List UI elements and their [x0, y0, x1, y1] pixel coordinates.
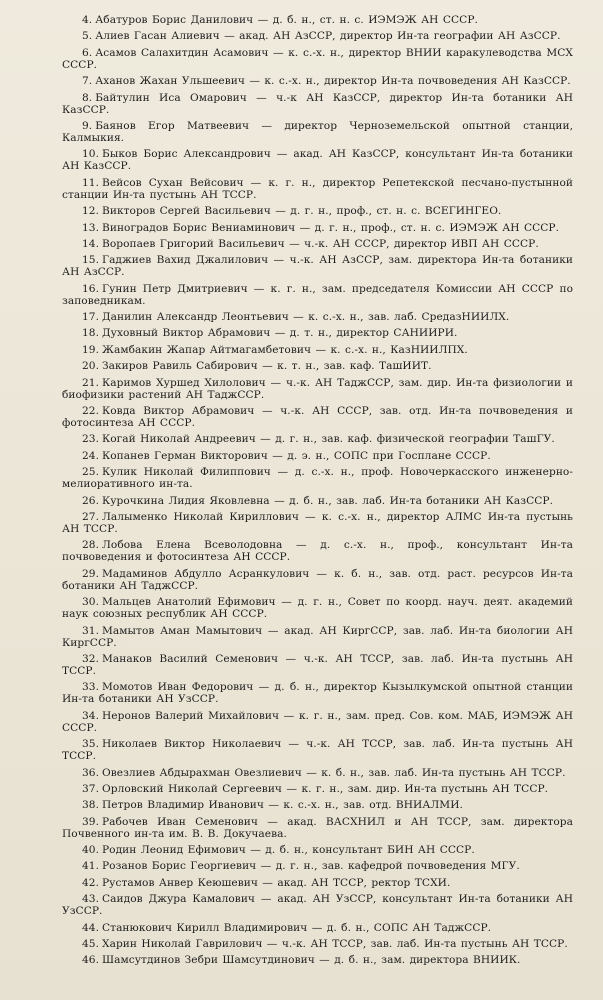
entry-number: 38.: [82, 799, 99, 812]
list-item: [62, 495, 573, 507]
entry-number: 32.: [82, 652, 99, 665]
list-item: [62, 799, 573, 811]
entry-text: Курочкина Лидия Яковлевна — д. б. н., зав. лаб. Ин-та ботаники АН КазССР.: [102, 494, 554, 507]
list-item: [62, 405, 573, 429]
entry-number: 18.: [82, 327, 99, 340]
list-item: [62, 344, 573, 356]
entry-text: Гаджиев Вахид Джалилович — ч.-к. АН АзССР, зам. директора Ин-та ботаники АН АзССР.: [62, 254, 573, 279]
list-item: [62, 360, 573, 372]
list-item: [62, 938, 573, 950]
entry-text: Виноградов Борис Вениаминович — д. г. н., проф., ст. н. с. ИЭМЭЖ АН СССР.: [102, 221, 560, 234]
list-item: [62, 222, 573, 234]
list-item: [62, 783, 573, 795]
list-item: [62, 433, 573, 445]
entry-number: 37.: [82, 782, 99, 795]
list-item: [62, 596, 573, 620]
list-item: [62, 238, 573, 250]
entry-number: 14.: [82, 237, 99, 250]
entry-text: Мальцев Анатолий Ефимович — д. г. н., Совет по коорд. науч. деят. академий наук союзных республик АН СССР.: [62, 596, 573, 621]
list-item: [62, 954, 573, 966]
entry-number: 11.: [82, 176, 99, 189]
list-item: [62, 539, 573, 563]
entry-text: Жамбакин Жапар Айтмагамбетович — к. с.-х. н., КазНИИЛПХ.: [102, 343, 468, 356]
entry-number: 4.: [82, 14, 93, 26]
entry-text: Рустамов Анвер Кеюшевич — акад. АН ТССР, ректор ТСХИ.: [102, 876, 451, 889]
entry-number: 29.: [82, 567, 99, 580]
entry-number: 10.: [82, 148, 99, 161]
entry-text: Харин Николай Гаврилович — ч.-к. АН ТССР, зав. лаб. Ин-та пустынь АН ТССР.: [102, 938, 568, 951]
entry-number: 25.: [82, 466, 99, 479]
entry-number: 5.: [82, 30, 93, 43]
entry-text: Саидов Джура Камалович — акад. АН УзССР, консультант Ин-та ботаники АН УзССР.: [62, 893, 573, 918]
entry-text: Аханов Жахан Ульшеевич — к. с.-х. н., директор Ин-та почвоведения АН КазССР.: [95, 75, 571, 88]
list-item: [62, 75, 573, 87]
list-item: [62, 283, 573, 307]
list-item: [62, 922, 573, 934]
entry-number: 28.: [82, 539, 99, 552]
entry-number: 36.: [82, 766, 99, 779]
list-item: [62, 681, 573, 705]
entry-number: 9.: [82, 119, 93, 132]
entry-number: 41.: [82, 860, 99, 873]
entry-text: Момотов Иван Федорович — д. б. н., директор Кызылкумской опытной станции Ин-та ботаники АН УзССР.: [62, 681, 573, 706]
list-item: [62, 710, 573, 734]
entry-text: Станюкович Кирилл Владимирович — д. б. н., СОПС АН ТаджССР.: [102, 921, 492, 934]
entry-number: 42.: [82, 876, 99, 889]
entry-number: 39.: [82, 815, 99, 828]
list-item: [62, 205, 573, 217]
entry-text: Данилин Александр Леонтьевич — к. с.-х. н., зав. лаб. СредазНИИЛХ.: [102, 311, 510, 324]
entry-number: 31.: [82, 624, 99, 637]
entry-number: 20.: [82, 360, 99, 373]
list-item: [62, 450, 573, 462]
entry-number: 27.: [82, 510, 99, 523]
entry-text: Манаков Василий Семенович — ч.-к. АН ТССР, зав. лаб. Ин-та пустынь АН ТССР.: [62, 652, 573, 677]
entry-text: Гунин Петр Дмитриевич — к. г. н., зам. председателя Комиссии АН СССР по заповедникам.: [62, 282, 573, 307]
entry-number: 21.: [82, 376, 99, 389]
entry-text: Мамытов Аман Мамытович — акад. АН КиргССР, зав. лаб. Ин-та биологии АН КиргССР.: [62, 624, 573, 649]
entry-number: 13.: [82, 221, 99, 234]
list-item: [62, 844, 573, 856]
list-item: [62, 816, 573, 840]
entry-text: Каримов Хуршед Хилолович — ч.-к. АН ТаджССР, зам. дир. Ин-та физиологии и биофизики растений АН ТаджССР.: [62, 376, 573, 401]
entry-text: Неронов Валерий Михайлович — к. г. н., зам. пред. Сов. ком. МАБ, ИЭМЭЖ АН СССР.: [62, 709, 573, 734]
entry-number: 24.: [82, 449, 99, 462]
list-item: [62, 466, 573, 490]
entry-text: Копанев Герман Викторович — д. э. н., СОПС при Госплане СССР.: [102, 449, 491, 462]
entry-text: Баянов Егор Матвеевич — директор Черноземельской опытной станции, Калмыкия.: [62, 119, 573, 144]
entry-number: 15.: [82, 254, 99, 267]
entry-text: Байтулин Иса Омарович — ч.-к АН КазССР, директор Ин-та ботаники АН КазССР.: [62, 91, 573, 116]
list-item: [62, 877, 573, 889]
list-item: [62, 625, 573, 649]
entry-text: Кулик Николай Филиппович — д. с.-х. н., проф. Новочеркасского инженерно-мелиоративного ин-та.: [62, 466, 573, 491]
entry-text: Лобова Елена Всеволодовна — д. с.-х. н., проф., консультант Ин-та почвоведения и фотосинтеза АН СССР.: [62, 539, 573, 564]
entry-number: 22.: [82, 405, 99, 418]
entry-number: 16.: [82, 282, 99, 295]
list-item: [62, 767, 573, 779]
entry-text: Мадаминов Абдулло Асранкулович — к. б. н., зав. отд. раст. ресурсов Ин-та ботаники АН ТаджССР.: [62, 567, 573, 592]
entry-text: Николаев Виктор Николаевич — ч.-к. АН ТССР, зав. лаб. Ин-та пустынь АН ТССР.: [62, 738, 573, 763]
entry-text: Воропаев Григорий Васильевич — ч.-к. АН СССР, директор ИВП АН СССР.: [102, 237, 539, 250]
list-item: [62, 177, 573, 201]
entry-number: 43.: [82, 893, 99, 906]
entry-number: 8.: [82, 91, 93, 104]
list-item: [62, 120, 573, 144]
entry-text: Асамов Салахитдин Асамович — к. с.-х. н., директор ВНИИ каракулеводства МСХ СССР.: [62, 46, 573, 71]
entry-number: 23.: [82, 433, 99, 446]
list-item: [62, 653, 573, 677]
list-item: [62, 377, 573, 401]
entry-text: Викторов Сергей Васильевич — д. г. н., проф., ст. н. с. ВСЕГИНГЕО.: [102, 205, 502, 218]
list-item: [62, 327, 573, 339]
list-item: [62, 254, 573, 278]
entry-number: 26.: [82, 494, 99, 507]
entry-number: 30.: [82, 596, 99, 609]
entry-text: Алиев Гасан Алиевич — акад. АН АзССР, директор Ин-та географии АН АзССР.: [95, 30, 561, 43]
entry-number: 19.: [82, 343, 99, 356]
entry-text: Лалыменко Николай Кириллович — к. с.-х. н., директор АЛМС Ин-та пустынь АН ТССР.: [62, 510, 573, 535]
list-item: [62, 148, 573, 172]
list-item: [62, 738, 573, 762]
entry-text: Закиров Равиль Сабирович — к. т. н., зав. каф. ТашИИТ.: [102, 360, 432, 373]
entry-text: Когай Николай Андреевич — д. г. н., зав. каф. физической географии ТашГУ.: [102, 433, 555, 446]
entry-text: Вейсов Сухан Вейсович — к. г. н., директор Репетекской песчано-пустынной станции Ин-та пустынь АН ТССР.: [62, 176, 573, 201]
participant-list: [62, 14, 573, 966]
entry-number: 7.: [82, 75, 93, 88]
list-item: [62, 92, 573, 116]
list-item: [62, 893, 573, 917]
entry-number: 46.: [82, 954, 99, 967]
list-item: [62, 14, 573, 26]
entry-number: 17.: [82, 311, 99, 324]
entry-text: Овезлиев Абдырахман Овезлиевич — к. б. н., зав. лаб. Ин-та пустынь АН ТССР.: [102, 766, 566, 779]
entry-text: Ковда Виктор Абрамович — ч.-к. АН СССР, зав. отд. Ин-та почвоведения и фотосинтеза АН СССР.: [62, 405, 573, 430]
entry-number: 33.: [82, 681, 99, 694]
entry-text: Духовный Виктор Абрамович — д. т. н., директор САНИИРИ.: [102, 327, 458, 340]
entry-text: Орловский Николай Сергеевич — к. г. н., зам. дир. Ин-та пустынь АН ТССР.: [102, 782, 549, 795]
entry-number: 34.: [82, 709, 99, 722]
entry-text: Петров Владимир Иванович — к. с.-х. н., зав. отд. ВНИАЛМИ.: [102, 799, 463, 812]
entry-number: 6.: [82, 46, 93, 59]
entry-text: Быков Борис Александрович — акад. АН КазССР, консультант Ин-та ботаники АН КазССР.: [62, 148, 573, 173]
entry-number: 45.: [82, 938, 99, 951]
entry-text: Розанов Борис Георгиевич — д. г. н., зав. кафедрой почвоведения МГУ.: [102, 860, 520, 873]
list-item: [62, 311, 573, 323]
entry-text: Рабочев Иван Семенович — акад. ВАСХНИЛ и АН ТССР, зам. директора Почвенного ин-та им. В. В. Докучаева.: [62, 815, 573, 840]
list-item: [62, 47, 573, 71]
entry-text: Родин Леонид Ефимович — д. б. н., консультант БИН АН СССР.: [102, 844, 475, 857]
entry-number: 44.: [82, 921, 99, 934]
list-item: [62, 30, 573, 42]
list-item: [62, 568, 573, 592]
entry-number: 35.: [82, 738, 99, 751]
entry-number: 12.: [82, 205, 99, 218]
entry-text: Шамсутдинов Зебри Шамсутдинович — д. б. н., зам. директора ВНИИК.: [102, 954, 521, 967]
entry-text: Абатуров Борис Данилович — д. б. н., ст. н. с. ИЭМЭЖ АН СССР.: [95, 14, 478, 26]
list-item: [62, 860, 573, 872]
entry-number: 40.: [82, 844, 99, 857]
list-item: [62, 511, 573, 535]
